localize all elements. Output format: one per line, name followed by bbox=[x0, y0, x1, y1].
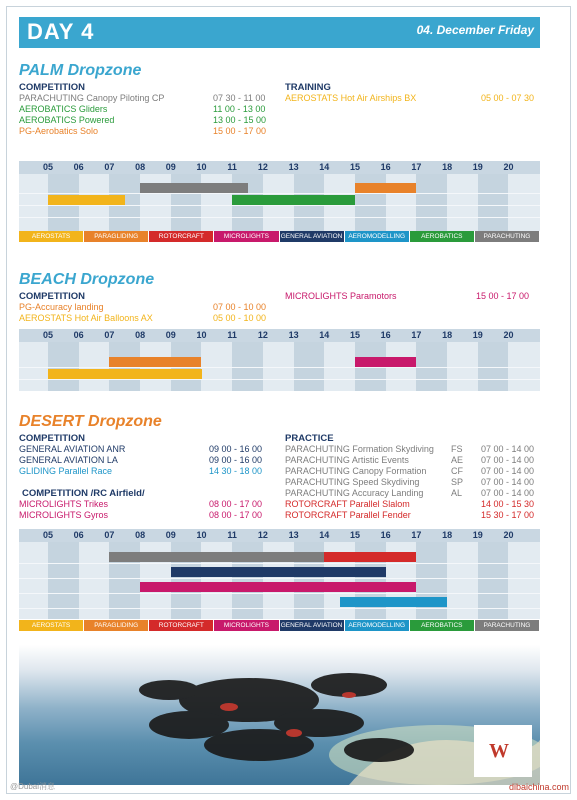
beach-timeline bbox=[19, 329, 540, 391]
event-time: 14 30 - 18 00 bbox=[209, 466, 263, 476]
hour-label: 08 bbox=[135, 162, 146, 172]
legend-item: PARAGLIDING bbox=[84, 231, 148, 242]
timeline-grid bbox=[19, 342, 540, 391]
source-watermark: @Dubai消息 bbox=[10, 782, 56, 791]
event-time: 07 00 - 14 00 bbox=[481, 455, 535, 465]
hour-scale bbox=[19, 161, 540, 174]
legend-item: MICROLIGHTS bbox=[214, 620, 278, 631]
day-header bbox=[19, 17, 540, 48]
hour-label: 13 bbox=[288, 330, 299, 340]
legend-item: PARACHUTING bbox=[475, 231, 539, 242]
schedule-bar bbox=[370, 552, 416, 562]
event-time: 13 00 - 15 00 bbox=[213, 115, 267, 125]
event-time: 07 30 - 11 00 bbox=[213, 93, 266, 103]
event-time: 14 00 - 15 30 bbox=[481, 499, 535, 509]
schedule-bar bbox=[355, 183, 416, 193]
day-title: DAY 4 bbox=[27, 19, 95, 44]
hour-label: 07 bbox=[104, 162, 115, 172]
event-name: PARACHUTING Speed Skydiving bbox=[285, 477, 420, 487]
hour-label: 07 bbox=[104, 530, 115, 540]
hour-label: 12 bbox=[257, 330, 268, 340]
hour-label: 12 bbox=[257, 530, 268, 540]
event-name: PARACHUTING Canopy Formation bbox=[285, 466, 427, 476]
hour-label: 07 bbox=[104, 330, 115, 340]
event-name: AEROSTATS Hot Air Balloons AX bbox=[19, 313, 153, 323]
hour-label: 13 bbox=[288, 530, 299, 540]
desert-timeline bbox=[19, 529, 540, 619]
desert-rc-label: COMPETITION /RC Airfield/ bbox=[22, 488, 145, 499]
event-name: GENERAL AVIATION LA bbox=[19, 455, 118, 465]
row-divider bbox=[19, 217, 540, 218]
event-time: 07 00 - 14 00 bbox=[481, 466, 535, 476]
event-time: 15 00 - 17 00 bbox=[476, 291, 530, 301]
hour-label: 05 bbox=[42, 162, 53, 172]
event-code: AL bbox=[451, 488, 463, 498]
row-divider bbox=[19, 193, 540, 194]
event-name: PARACHUTING Artistic Events bbox=[285, 455, 409, 465]
hour-label: 16 bbox=[380, 530, 391, 540]
row-divider bbox=[19, 563, 540, 564]
svg-text:W: W bbox=[489, 740, 509, 762]
skydivers-illustration bbox=[19, 645, 540, 785]
event-time: 08 00 - 17 00 bbox=[209, 510, 263, 520]
hour-label: 20 bbox=[503, 162, 514, 172]
schedule-bar bbox=[109, 552, 324, 562]
event-name: PG-Accuracy landing bbox=[19, 302, 104, 312]
event-time: 07 00 - 10 00 bbox=[213, 302, 267, 312]
row-divider bbox=[19, 205, 540, 206]
event-code: CF bbox=[451, 466, 463, 476]
hour-label: 18 bbox=[442, 330, 453, 340]
hour-label: 11 bbox=[227, 162, 237, 172]
event-name: PARACHUTING Canopy Piloting CP bbox=[19, 93, 165, 103]
event-name: AEROBATICS Powered bbox=[19, 115, 115, 125]
event-name: GENERAL AVIATION ANR bbox=[19, 444, 126, 454]
hour-label: 05 bbox=[42, 330, 53, 340]
hour-label: 19 bbox=[472, 530, 483, 540]
row-divider bbox=[19, 578, 540, 579]
legend-item: PARACHUTING bbox=[475, 620, 539, 631]
row-divider bbox=[19, 608, 540, 609]
hour-label: 08 bbox=[135, 330, 146, 340]
legend-item: MICROLIGHTS bbox=[214, 231, 278, 242]
schedule-bar bbox=[140, 183, 247, 193]
hour-label: 10 bbox=[196, 330, 207, 340]
event-time: 08 00 - 17 00 bbox=[209, 499, 263, 509]
event-time: 09 00 - 16 00 bbox=[209, 444, 263, 454]
row-divider bbox=[19, 379, 540, 380]
hour-label: 14 bbox=[319, 530, 330, 540]
hour-label: 06 bbox=[73, 162, 84, 172]
desert-competition-label: COMPETITION bbox=[19, 433, 85, 444]
hour-label: 20 bbox=[503, 530, 514, 540]
event-name: PARACHUTING Accuracy Landing bbox=[285, 488, 424, 498]
event-time: 07 00 - 14 00 bbox=[481, 444, 535, 454]
hour-label: 09 bbox=[165, 330, 176, 340]
schedule-bar bbox=[340, 597, 447, 607]
hour-label: 18 bbox=[442, 162, 453, 172]
hour-label: 09 bbox=[165, 162, 176, 172]
hour-label: 14 bbox=[319, 330, 330, 340]
hour-label: 08 bbox=[135, 530, 146, 540]
event-name: AEROSTATS Hot Air Airships BX bbox=[285, 93, 417, 103]
hour-label: 05 bbox=[42, 530, 53, 540]
hour-stripe bbox=[478, 174, 509, 231]
event-time: 15 30 - 17 00 bbox=[481, 510, 535, 520]
event-code: AE bbox=[451, 455, 464, 465]
hour-label: 17 bbox=[411, 162, 422, 172]
palm-training-label: TRAINING bbox=[285, 82, 331, 93]
event-name: ROTORCRAFT Parallel Fender bbox=[285, 510, 411, 520]
hour-label: 15 bbox=[349, 162, 360, 172]
hour-scale bbox=[19, 329, 540, 342]
legend-item: AEROBATICS bbox=[410, 231, 474, 242]
hour-label: 19 bbox=[472, 330, 483, 340]
desert-practice-label: PRACTICE bbox=[285, 433, 334, 444]
event-time: 15 00 - 17 00 bbox=[213, 126, 267, 136]
schedule-bar bbox=[109, 357, 201, 367]
palm-timeline bbox=[19, 161, 540, 231]
hour-label: 06 bbox=[73, 530, 84, 540]
legend-item: AEROSTATS bbox=[19, 620, 83, 631]
hour-scale bbox=[19, 529, 540, 542]
palm-title: PALM Dropzone bbox=[19, 62, 142, 79]
event-name: GLIDING Parallel Race bbox=[19, 466, 113, 476]
legend-item: ROTORCRAFT bbox=[149, 231, 213, 242]
activity-legend bbox=[19, 231, 540, 242]
activity-legend-bottom bbox=[19, 620, 540, 631]
event-name: AEROBATICS Gliders bbox=[19, 104, 108, 114]
event-name: PG-Aerobatics Solo bbox=[19, 126, 99, 136]
hour-label: 13 bbox=[288, 162, 299, 172]
event-name: MICROLIGHTS Gyros bbox=[19, 510, 109, 520]
schedule-bar bbox=[294, 195, 355, 205]
event-name: PARACHUTING Formation Skydiving bbox=[285, 444, 434, 454]
hour-label: 15 bbox=[349, 530, 360, 540]
hour-label: 06 bbox=[73, 330, 84, 340]
schedule-bar bbox=[48, 195, 125, 205]
event-time: 09 00 - 16 00 bbox=[209, 455, 263, 465]
hour-label: 20 bbox=[503, 330, 514, 340]
hour-label: 15 bbox=[349, 330, 360, 340]
hour-label: 10 bbox=[196, 162, 207, 172]
legend-item: GENERAL AVIATION bbox=[280, 622, 343, 629]
schedule-bar bbox=[232, 195, 293, 205]
event-time: 07 00 - 14 00 bbox=[481, 488, 535, 498]
timeline-grid bbox=[19, 542, 540, 619]
hour-label: 16 bbox=[380, 330, 391, 340]
legend-item: AEROBATICS bbox=[410, 620, 474, 631]
schedule-bar bbox=[355, 357, 416, 367]
legend-item: AEROMODELLING bbox=[345, 620, 409, 631]
event-time: 07 00 - 14 00 bbox=[481, 477, 535, 487]
timeline-grid bbox=[19, 174, 540, 231]
palm-competition-label: COMPETITION bbox=[19, 82, 85, 93]
hour-label: 14 bbox=[319, 162, 330, 172]
event-code: SP bbox=[451, 477, 464, 487]
beach-competition-label: COMPETITION bbox=[19, 291, 85, 302]
schedule-bar bbox=[48, 369, 202, 379]
hour-label: 18 bbox=[442, 530, 453, 540]
hour-stripe bbox=[416, 174, 447, 231]
legend-item: ROTORCRAFT bbox=[149, 620, 213, 631]
event-code: FS bbox=[451, 444, 463, 454]
schedule-bar bbox=[171, 567, 386, 577]
legend-item: GENERAL AVIATION bbox=[280, 233, 343, 240]
beach-title: BEACH Dropzone bbox=[19, 271, 155, 288]
schedule-bar bbox=[324, 552, 370, 562]
event-name: MICROLIGHTS Paramotors bbox=[285, 291, 397, 301]
hour-label: 11 bbox=[227, 330, 237, 340]
event-time: 05 00 - 10 00 bbox=[213, 313, 267, 323]
hour-label: 19 bbox=[472, 162, 483, 172]
hour-label: 16 bbox=[380, 162, 391, 172]
event-name: MICROLIGHTS Trikes bbox=[19, 499, 109, 509]
hour-label: 17 bbox=[411, 330, 422, 340]
day-date: 04. December Friday bbox=[416, 23, 534, 37]
hour-label: 09 bbox=[165, 530, 176, 540]
hour-label: 11 bbox=[227, 530, 237, 540]
schedule-bar bbox=[140, 582, 416, 592]
event-time: 05 00 - 07 30 bbox=[481, 93, 535, 103]
row-divider bbox=[19, 593, 540, 594]
hour-label: 17 bbox=[411, 530, 422, 540]
hour-label: 12 bbox=[257, 162, 268, 172]
legend-item: AEROSTATS bbox=[19, 231, 83, 242]
event-time: 11 00 - 13 00 bbox=[213, 104, 266, 114]
event-name: ROTORCRAFT Parallel Slalom bbox=[285, 499, 410, 509]
skydivers-photo bbox=[19, 645, 540, 785]
desert-title: DESERT Dropzone bbox=[19, 413, 162, 430]
site-watermark: dibaichina.com bbox=[508, 782, 569, 792]
hour-label: 10 bbox=[196, 530, 207, 540]
legend-item: AEROMODELLING bbox=[345, 231, 409, 242]
row-divider bbox=[19, 367, 540, 368]
legend-item: PARAGLIDING bbox=[84, 620, 148, 631]
